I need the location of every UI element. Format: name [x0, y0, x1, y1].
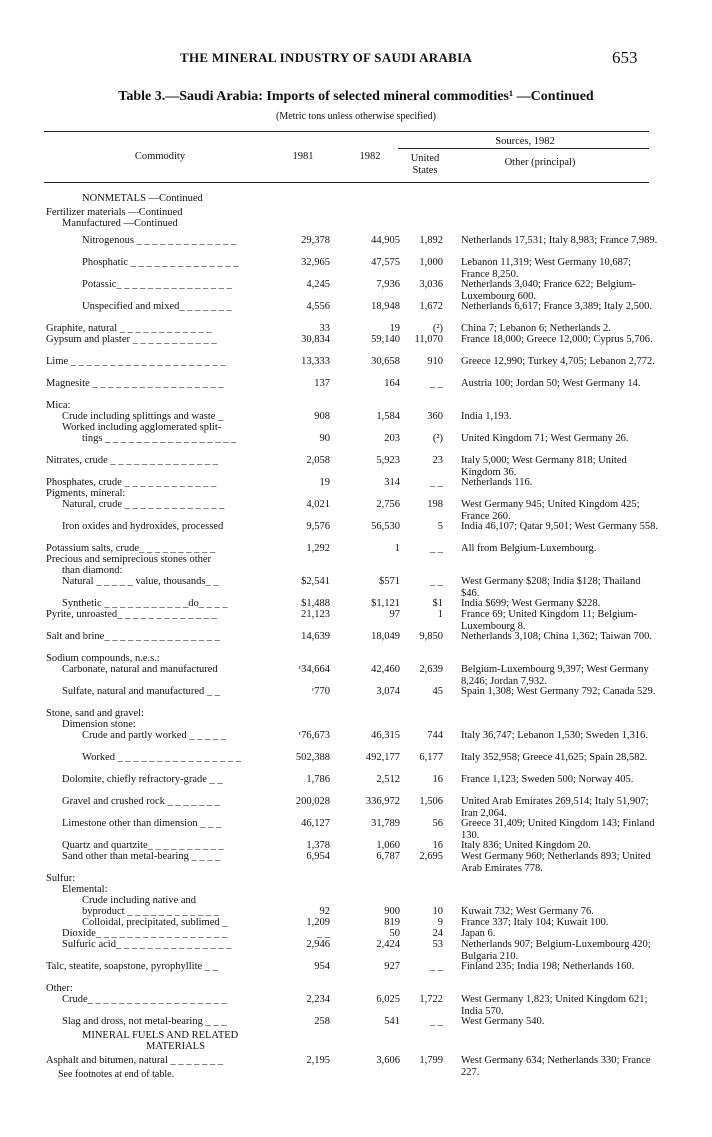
united-states-cell: _ _ — [429, 961, 443, 972]
commodity-cell: Potassic_ _ _ _ _ _ _ _ _ _ _ _ _ _ _ — [82, 279, 232, 290]
other-sources-cell: France 69; United Kingdom 11; Belgium-Luxembourg 8. — [461, 609, 638, 632]
value-1982-cell: 6,787 — [376, 851, 400, 862]
united-states-cell: 1,722 — [419, 994, 443, 1005]
other-sources-cell: Belgium-Luxembourg 9,397; West Germany 8,246; Jordan 7,932. — [461, 664, 649, 687]
value-1982-cell: 336,972 — [365, 796, 400, 807]
value-1981-cell: 502,388 — [295, 752, 330, 763]
value-1981-cell: 4,245 — [306, 279, 330, 290]
commodity-cell: Pyrite, unroasted_ _ _ _ _ _ _ _ _ _ _ _ _ — [46, 609, 217, 620]
united-states-cell: 1,506 — [419, 796, 443, 807]
other-sources-cell: West Germany 960; Netherlands 893; United Arab Emirates 778. — [461, 851, 651, 874]
other-sources-cell: West Germany 1,823; United Kingdom 621; India 570. — [461, 994, 648, 1017]
value-1982-cell: 900 — [384, 906, 400, 917]
commodity-cell: Gravel and crushed rock _ _ _ _ _ _ _ — [62, 796, 221, 807]
value-1981-cell: 2,058 — [306, 455, 330, 466]
col-1982: 1982 — [359, 151, 381, 162]
value-1982-cell: 3,606 — [376, 1055, 400, 1066]
commodity-cell: Crude and partly worked _ _ _ _ _ — [82, 730, 227, 741]
commodity-cell: MATERIALS — [146, 1041, 205, 1052]
col-commodity: Commodity — [134, 151, 186, 162]
value-1981-cell: ʳ76,673 — [298, 730, 330, 741]
other-sources-cell: France 337; Italy 104; Kuwait 100. — [461, 917, 609, 928]
other-sources-cell: United Kingdom 71; West Germany 26. — [461, 433, 629, 444]
commodity-cell: Lime _ _ _ _ _ _ _ _ _ _ _ _ _ _ _ _ _ _ _ _ — [46, 356, 226, 367]
value-1982-cell: 44,905 — [371, 235, 400, 246]
other-sources-cell: Italy 836; United Kingdom 20. — [461, 840, 591, 851]
value-1982-cell: $1,121 — [371, 598, 400, 609]
commodity-cell: Talc, steatite, soapstone, pyrophyllite _ _ — [46, 961, 218, 972]
value-1981-cell: 200,028 — [295, 796, 330, 807]
value-1981-cell: 92 — [319, 906, 330, 917]
commodity-cell: Sulfuric acid_ _ _ _ _ _ _ _ _ _ _ _ _ _ _ — [62, 939, 232, 950]
value-1981-cell: 2,946 — [306, 939, 330, 950]
value-1981-cell: 14,639 — [301, 631, 330, 642]
united-states-cell: 2,639 — [419, 664, 443, 675]
other-sources-cell: Netherlands 17,531; Italy 8,983; France 7,989. — [461, 235, 658, 246]
running-head: THE MINERAL INDUSTRY OF SAUDI ARABIA — [180, 50, 473, 65]
other-sources-cell: Spain 1,308; West Germany 792; Canada 529. — [461, 686, 656, 697]
united-states-cell: 10 — [432, 906, 443, 917]
united-states-cell: _ _ — [429, 477, 443, 488]
united-states-cell: 1,892 — [419, 235, 443, 246]
value-1982-cell: 46,315 — [371, 730, 400, 741]
table-subtitle: (Metric tons unless otherwise specified) — [276, 111, 436, 122]
commodity-cell: Natural _ _ _ _ _ value, thousands_ _ — [62, 576, 219, 587]
commodity-cell: Crude including native and — [82, 895, 197, 906]
commodity-cell: Salt and brine_ _ _ _ _ _ _ _ _ _ _ _ _ _ _ — [46, 631, 220, 642]
commodity-cell: Worked _ _ _ _ _ _ _ _ _ _ _ _ _ _ _ _ — [82, 752, 241, 763]
united-states-cell: 9 — [437, 917, 443, 928]
other-sources-cell: West Germany $208; India $128; Thailand $46. — [461, 576, 641, 599]
united-states-cell: 910 — [427, 356, 443, 367]
commodity-cell: Iron oxides and hydroxides, processed — [62, 521, 224, 532]
other-sources-cell: Greece 12,990; Turkey 4,705; Lebanon 2,772. — [461, 356, 655, 367]
other-sources-cell: Netherlands 3,108; China 1,362; Taiwan 700. — [461, 631, 652, 642]
value-1982-cell: 18,948 — [371, 301, 400, 312]
united-states-cell: _ _ — [429, 543, 443, 554]
other-sources-cell: Lebanon 11,319; West Germany 10,687; France 8,250. — [461, 257, 632, 280]
other-sources-cell: Italy 36,747; Lebanon 1,530; Sweden 1,316. — [461, 730, 648, 741]
value-1981-cell: 1,209 — [306, 917, 330, 928]
other-sources-cell: United Arab Emirates 269,514; Italy 51,907; Iran 2,064. — [461, 796, 649, 819]
value-1982-cell: 314 — [384, 477, 400, 488]
other-sources-cell: China 7; Lebanon 6; Netherlands 2. — [461, 323, 611, 334]
united-states-cell: 23 — [432, 455, 443, 466]
other-sources-cell: India 1,193. — [461, 411, 512, 422]
commodity-cell: Dimension stone: — [62, 719, 136, 730]
value-1981-cell: 4,556 — [306, 301, 330, 312]
value-1981-cell: 1,378 — [306, 840, 330, 851]
value-1982-cell: 2,424 — [376, 939, 400, 950]
value-1981-cell: ʳ34,664 — [298, 664, 330, 675]
united-states-cell: 11,070 — [414, 334, 443, 345]
value-1981-cell: 908 — [314, 411, 330, 422]
other-sources-cell: Greece 31,409; United Kingdom 143; Finland 130. — [461, 818, 655, 841]
united-states-cell: 744 — [427, 730, 443, 741]
table-title: Table 3.—Saudi Arabia: Imports of selected mineral commodities¹ —Continued — [118, 89, 594, 104]
other-sources-cell: West Germany 540. — [461, 1016, 545, 1027]
value-1982-cell: $571 — [379, 576, 400, 587]
commodity-cell: Mica: — [46, 400, 71, 411]
value-1982-cell: 42,460 — [371, 664, 400, 675]
united-states-cell: 9,850 — [419, 631, 443, 642]
united-states-cell: 45 — [432, 686, 443, 697]
commodity-cell: Magnesite _ _ _ _ _ _ _ _ _ _ _ _ _ _ _ _ _ — [46, 378, 224, 389]
value-1982-cell: 164 — [384, 378, 400, 389]
value-1981-cell: 33 — [319, 323, 330, 334]
value-1981-cell: 2,195 — [306, 1055, 330, 1066]
united-states-cell: _ _ — [429, 378, 443, 389]
value-1982-cell: 1 — [394, 543, 400, 554]
value-1981-cell: 1,786 — [306, 774, 330, 785]
value-1981-cell: 4,021 — [306, 499, 330, 510]
other-sources-cell: Netherlands 3,040; France 622; Belgium-Luxembourg 600. — [461, 279, 636, 302]
commodity-cell: Sand other than metal-bearing _ _ _ _ — [62, 851, 221, 862]
col-us-line1: United — [410, 153, 440, 164]
other-sources-cell: Finland 235; India 198; Netherlands 160. — [461, 961, 635, 972]
value-1982-cell: 492,177 — [365, 752, 400, 763]
united-states-cell: 3,036 — [419, 279, 443, 290]
value-1982-cell: 203 — [384, 433, 400, 444]
other-sources-cell: Netherlands 116. — [461, 477, 533, 488]
commodity-cell: Natural, crude _ _ _ _ _ _ _ _ _ _ _ _ _ — [62, 499, 225, 510]
value-1982-cell: 47,575 — [371, 257, 400, 268]
united-states-cell: 2,695 — [419, 851, 443, 862]
commodity-cell: Synthetic _ _ _ _ _ _ _ _ _ _ _do_ _ _ _ — [62, 598, 228, 609]
other-sources-cell: Kuwait 732; West Germany 76. — [461, 906, 594, 917]
value-1981-cell: 137 — [314, 378, 330, 389]
commodity-cell: Graphite, natural _ _ _ _ _ _ _ _ _ _ _ _ — [46, 323, 212, 334]
commodity-cell: Unspecified and mixed_ _ _ _ _ _ _ — [82, 301, 232, 312]
value-1982-cell: 2,512 — [376, 774, 400, 785]
united-states-cell: _ _ — [429, 576, 443, 587]
value-1982-cell: 56,530 — [371, 521, 400, 532]
value-1981-cell: 13,333 — [301, 356, 330, 367]
united-states-cell: _ _ — [429, 1016, 443, 1027]
value-1982-cell: 97 — [389, 609, 400, 620]
commodity-cell: byproduct _ _ _ _ _ _ _ _ _ _ _ _ — [82, 906, 220, 917]
other-sources-cell: All from Belgium-Luxembourg. — [461, 543, 597, 554]
value-1981-cell: 90 — [319, 433, 330, 444]
value-1981-cell: 46,127 — [301, 818, 330, 829]
other-sources-cell: Austria 100; Jordan 50; West Germany 14. — [461, 378, 641, 389]
commodity-cell: Phosphates, crude _ _ _ _ _ _ _ _ _ _ _ _ — [46, 477, 217, 488]
commodity-cell: Sodium compounds, n.e.s.: — [46, 653, 160, 664]
commodity-cell: tings _ _ _ _ _ _ _ _ _ _ _ _ _ _ _ _ _ — [82, 433, 237, 444]
commodity-cell: Sulfur: — [46, 873, 76, 884]
united-states-cell: 24 — [432, 928, 443, 939]
value-1981-cell: 21,123 — [301, 609, 330, 620]
value-1981-cell: 6,954 — [306, 851, 330, 862]
value-1981-cell: $2,541 — [301, 576, 330, 587]
commodity-cell: Quartz and quartzite_ _ _ _ _ _ _ _ _ _ — [62, 840, 224, 851]
value-1981-cell: 19 — [319, 477, 330, 488]
commodity-cell: Other: — [46, 983, 73, 994]
other-sources-cell: India $699; West Germany $228. — [461, 598, 601, 609]
value-1981-cell: 2,234 — [306, 994, 330, 1005]
commodity-cell: Asphalt and bitumen, natural _ _ _ _ _ _ _ — [46, 1055, 224, 1066]
commodity-cell: Nitrates, crude _ _ _ _ _ _ _ _ _ _ _ _ _ _ — [46, 455, 219, 466]
commodity-cell: NONMETALS —Continued — [82, 193, 203, 204]
commodity-cell: Worked including agglomerated split- — [62, 422, 222, 433]
united-states-cell: 56 — [432, 818, 443, 829]
commodity-cell: Crude_ _ _ _ _ _ _ _ _ _ _ _ _ _ _ _ _ _ — [62, 994, 227, 1005]
other-sources-cell: Italy 5,000; West Germany 818; United Kingdom 36. — [461, 455, 627, 478]
value-1981-cell: 954 — [314, 961, 330, 972]
united-states-cell: 1,672 — [419, 301, 443, 312]
other-sources-cell: India 46,107; Qatar 9,501; West Germany 558. — [461, 521, 658, 532]
commodity-cell: Nitrogenous _ _ _ _ _ _ _ _ _ _ _ _ _ — [82, 235, 237, 246]
value-1981-cell: 30,834 — [301, 334, 330, 345]
united-states-cell: $1 — [432, 598, 443, 609]
value-1981-cell: 258 — [314, 1016, 330, 1027]
value-1981-cell: 29,378 — [301, 235, 330, 246]
value-1981-cell: ʳ770 — [311, 686, 330, 697]
value-1982-cell: 819 — [384, 917, 400, 928]
united-states-cell: 1,799 — [419, 1055, 443, 1066]
col-sources: Sources, 1982 — [495, 136, 555, 147]
value-1982-cell: 19 — [389, 323, 400, 334]
commodity-cell: Carbonate, natural and manufactured — [62, 664, 218, 675]
other-sources-cell: Netherlands 907; Belgium-Luxembourg 420; Bulgaria 210. — [461, 939, 651, 962]
commodity-cell: Colloidal, precipitated, sublimed _ — [82, 917, 228, 928]
value-1982-cell: 541 — [384, 1016, 400, 1027]
value-1981-cell: _ _ — [316, 928, 330, 939]
commodity-cell: Dolomite, chiefly refractory-grade _ _ — [62, 774, 223, 785]
other-sources-cell: France 18,000; Greece 12,000; Cyprus 5,706. — [461, 334, 653, 345]
value-1982-cell: 927 — [384, 961, 400, 972]
commodity-cell: Stone, sand and gravel: — [46, 708, 144, 719]
commodity-cell: Slag and dross, not metal-bearing _ _ _ — [62, 1016, 227, 1027]
other-sources-cell: Italy 352,958; Greece 41,625; Spain 28,582. — [461, 752, 648, 763]
col-us-line2: States — [412, 165, 438, 176]
value-1982-cell: 1,060 — [376, 840, 400, 851]
commodity-cell: Elemental: — [62, 884, 108, 895]
footnote: See footnotes at end of table. — [58, 1069, 175, 1080]
value-1981-cell: 9,576 — [306, 521, 330, 532]
value-1981-cell: $1,488 — [301, 598, 330, 609]
commodity-cell: than diamond: — [62, 565, 123, 576]
commodity-cell: Potassium salts, crude_ _ _ _ _ _ _ _ _ _ — [46, 543, 216, 554]
value-1982-cell: 3,074 — [376, 686, 400, 697]
united-states-cell: 360 — [427, 411, 443, 422]
united-states-cell: 5 — [437, 521, 443, 532]
commodity-cell: Precious and semiprecious stones other — [46, 554, 212, 565]
other-sources-cell: West Germany 945; United Kingdom 425; France 260. — [461, 499, 640, 522]
united-states-cell: 1,000 — [419, 257, 443, 268]
value-1982-cell: 31,789 — [371, 818, 400, 829]
united-states-cell: 16 — [432, 774, 443, 785]
other-sources-cell: France 1,123; Sweden 500; Norway 405. — [461, 774, 634, 785]
value-1982-cell: 2,756 — [376, 499, 400, 510]
page-number: 653 — [612, 48, 638, 67]
commodity-cell: Crude including splittings and waste _ — [62, 411, 224, 422]
other-sources-cell: West Germany 634; Netherlands 330; France 227. — [461, 1055, 651, 1078]
commodity-cell: Phosphatic _ _ _ _ _ _ _ _ _ _ _ _ _ _ — [82, 257, 239, 268]
united-states-cell: 1 — [437, 609, 443, 620]
commodity-cell: Dioxide_ _ _ _ _ _ _ _ _ _ _ _ _ _ _ _ _ — [62, 928, 228, 939]
value-1982-cell: 30,658 — [371, 356, 400, 367]
value-1982-cell: 59,140 — [371, 334, 400, 345]
united-states-cell: 6,177 — [419, 752, 443, 763]
value-1982-cell: 5,923 — [376, 455, 400, 466]
united-states-cell: 53 — [432, 939, 443, 950]
other-sources-cell: Japan 6. — [461, 928, 496, 939]
commodity-cell: Fertilizer materials —Continued — [46, 207, 183, 218]
value-1982-cell: 18,049 — [371, 631, 400, 642]
value-1981-cell: 32,965 — [301, 257, 330, 268]
value-1982-cell: 50 — [389, 928, 400, 939]
commodity-cell: Gypsum and plaster _ _ _ _ _ _ _ _ _ _ _ — [46, 334, 217, 345]
commodity-cell: Manufactured —Continued — [62, 218, 178, 229]
commodity-cell: Pigments, mineral: — [46, 488, 126, 499]
united-states-cell: (²) — [432, 323, 443, 334]
value-1982-cell: 7,936 — [376, 279, 400, 290]
other-sources-cell: Netherlands 6,617; France 3,389; Italy 2,500. — [461, 301, 652, 312]
united-states-cell: 198 — [427, 499, 443, 510]
united-states-cell: 16 — [432, 840, 443, 851]
value-1982-cell: 1,584 — [376, 411, 400, 422]
commodity-cell: MINERAL FUELS AND RELATED — [82, 1030, 239, 1041]
commodity-cell: Limestone other than dimension _ _ _ — [62, 818, 222, 829]
value-1981-cell: 1,292 — [306, 543, 330, 554]
commodity-cell: Sulfate, natural and manufactured _ _ — [62, 686, 221, 697]
col-1981: 1981 — [292, 151, 314, 162]
value-1982-cell: 6,025 — [376, 994, 400, 1005]
united-states-cell: (²) — [432, 433, 443, 444]
col-other-principal: Other (principal) — [504, 157, 576, 168]
